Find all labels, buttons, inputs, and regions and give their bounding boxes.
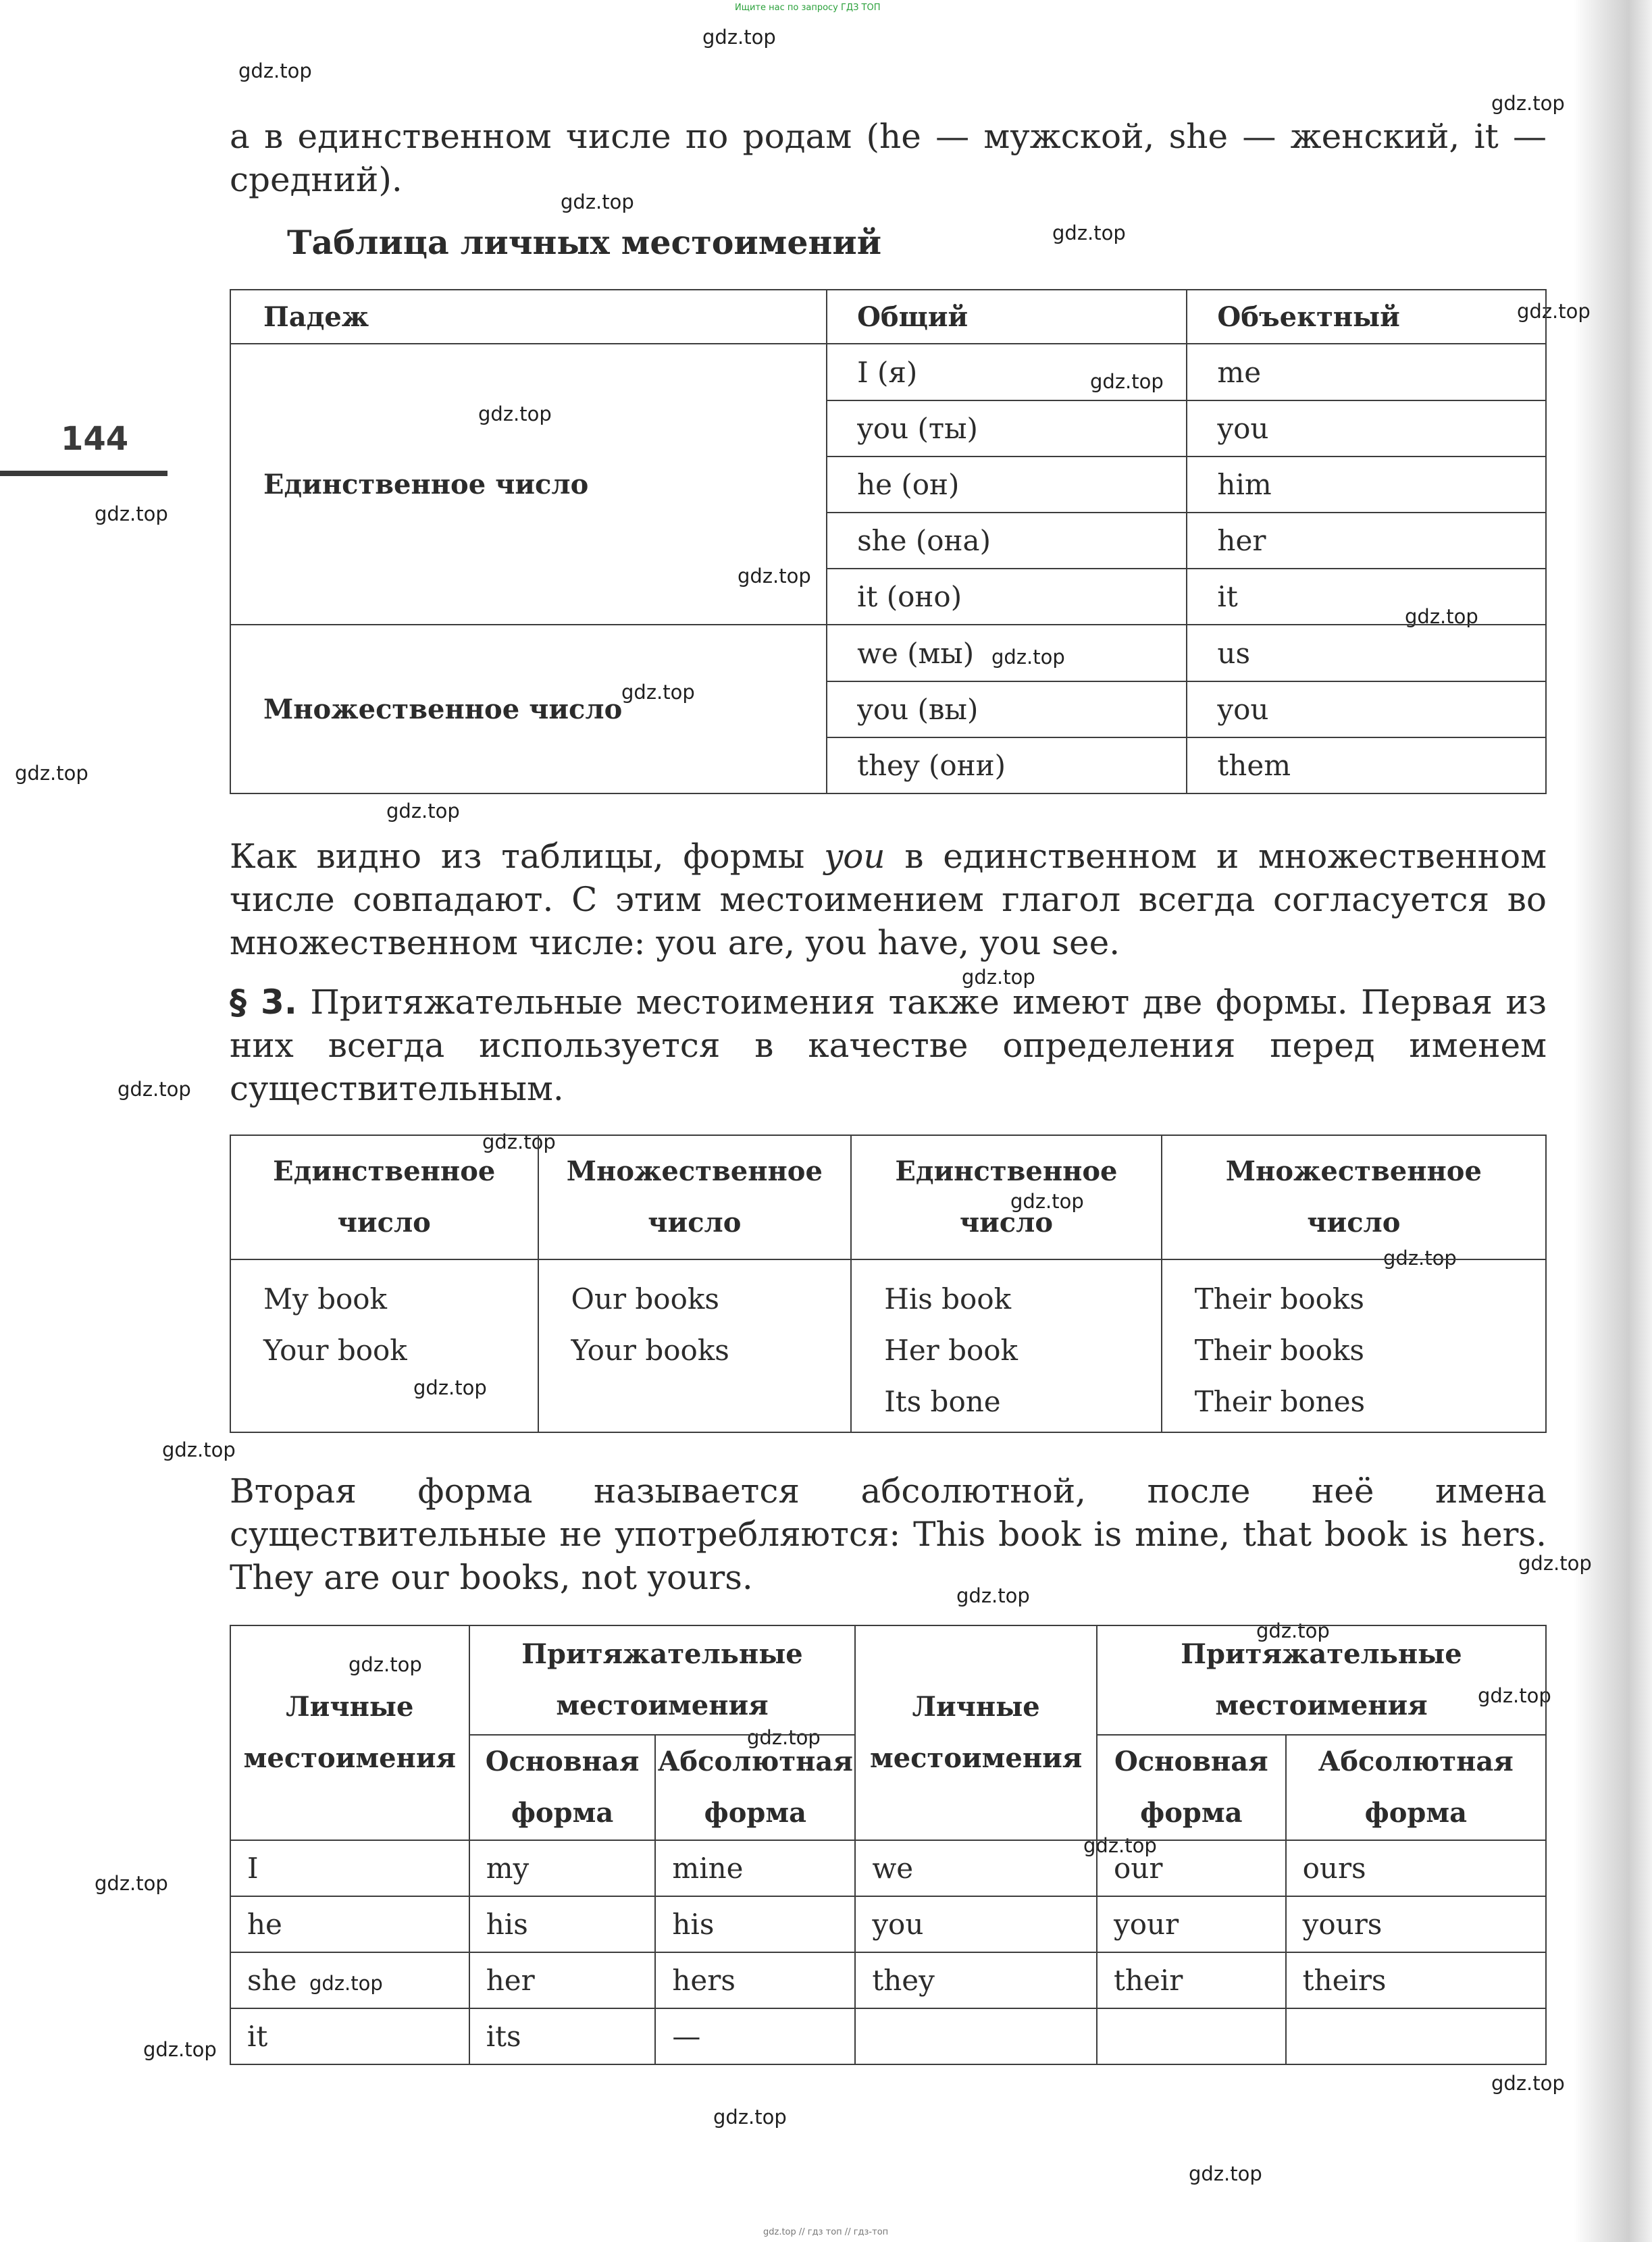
you-paragraph-emph: you: [824, 837, 885, 876]
watermark: gdz.top: [238, 59, 312, 82]
you-paragraph-after: в единственном и множественном числе совпадают. С этим местоимением глагол всегда согласуется во множественном числе: you are, you have, you see.: [230, 837, 1547, 962]
you-paragraph: [230, 835, 1547, 964]
watermark: gdz.top: [1189, 2162, 1262, 2185]
table3-possessive-header: Притяжательные местоимения: [1097, 1625, 1546, 1735]
table2-header-singular: Единственное число: [230, 1135, 538, 1259]
page-spine-shadow: [1574, 0, 1652, 2242]
section-number: § 3.: [230, 983, 297, 1022]
intro-paragraph: а в единственном числе по родам (he — мужской, she — женский, it — средний).: [230, 117, 1547, 199]
watermark: gdz.top: [621, 681, 695, 704]
table3-cell: their: [1097, 1952, 1286, 2008]
watermark: gdz.top: [118, 1078, 191, 1101]
table3-cell: [855, 2008, 1097, 2064]
watermark: gdz.top: [413, 1376, 487, 1399]
watermark: gdz.top: [1010, 1190, 1084, 1213]
watermark: gdz.top: [1405, 605, 1478, 628]
table1-object-cell: them: [1187, 737, 1546, 793]
you-paragraph-before: Как видно из таблицы, формы: [230, 837, 825, 876]
section3-paragraph: [230, 981, 1547, 1110]
watermark: gdz.top: [956, 1584, 1030, 1607]
watermark: gdz.top: [1083, 1834, 1157, 1857]
table2-header-singular: Единственное число: [851, 1135, 1162, 1259]
table1-object-cell: him: [1187, 457, 1546, 513]
table1-plural-label: Множественное число: [230, 625, 827, 793]
watermark: gdz.top: [561, 190, 634, 213]
table3-absolute-header: Абсолютная форма: [655, 1735, 855, 1840]
watermark: gdz.top: [1090, 370, 1164, 393]
watermark: gdz.top: [1052, 221, 1126, 244]
table1-object-cell: it: [1187, 569, 1546, 625]
table3-cell: your: [1097, 1896, 1286, 1952]
personal-pronouns-table: [230, 289, 1547, 794]
watermark: gdz.top: [1491, 92, 1565, 115]
table3-cell: we: [855, 1840, 1097, 1896]
top-watermark: Ищите нас по запросу ГДЗ ТОП: [735, 3, 881, 13]
table3-possessive-header: Притяжательные местоимения: [469, 1625, 856, 1735]
watermark: gdz.top: [738, 565, 811, 588]
table3-cell: [1097, 2008, 1286, 2064]
table3-cell: his: [469, 1896, 656, 1952]
table3-cell: his: [655, 1896, 855, 1952]
watermark: gdz.top: [162, 1438, 236, 1461]
section3-text: Притяжательные местоимения также имеют две формы. Первая из них всегда используется в качестве определения перед именем существительным.: [230, 983, 1547, 1108]
watermark: gdz.top: [386, 800, 460, 823]
watermark: gdz.top: [95, 502, 168, 525]
table1-object-cell: you: [1187, 681, 1546, 737]
watermark: gdz.top: [1256, 1619, 1330, 1642]
table1-general-cell: you (ты): [827, 400, 1187, 457]
table3-basic-header: Основная форма: [1097, 1735, 1286, 1840]
possessive-forms-table: [230, 1135, 1547, 1433]
page-number: 144: [61, 420, 129, 458]
table1-general-cell: I (я): [827, 344, 1187, 400]
table2-header-plural: Множественное число: [1162, 1135, 1546, 1259]
table2-header-plural: Множественное число: [538, 1135, 852, 1259]
table3-cell: —: [655, 2008, 855, 2064]
table1-general-cell: you (вы): [827, 681, 1187, 737]
table3-cell: I: [230, 1840, 469, 1896]
table2-column-cell: My book Your book: [230, 1259, 538, 1432]
table3-cell: you: [855, 1896, 1097, 1952]
table1-general-cell: it (оно): [827, 569, 1187, 625]
watermark: gdz.top: [1491, 2072, 1565, 2095]
table3-cell: hers: [655, 1952, 855, 2008]
table3-basic-header: Основная форма: [469, 1735, 656, 1840]
table1-object-cell: you: [1187, 400, 1546, 457]
watermark: gdz.top: [143, 2038, 217, 2061]
watermark: gdz.top: [95, 1872, 168, 1895]
table3-cell: [1286, 2008, 1546, 2064]
watermark: gdz.top: [962, 966, 1035, 989]
table2-column-cell: Their books Their books Their bones: [1162, 1259, 1546, 1432]
table3-cell: my: [469, 1840, 656, 1896]
watermark: gdz.top: [713, 2106, 787, 2129]
watermark: gdz.top: [1478, 1684, 1551, 1707]
table3-cell: they: [855, 1952, 1097, 2008]
table1-general-cell: he (он): [827, 457, 1187, 513]
watermark: gdz.top: [478, 402, 552, 425]
table1-header-object: Объектный: [1187, 290, 1546, 344]
table3-absolute-header: Абсолютная форма: [1286, 1735, 1546, 1840]
absolute-forms-table: [230, 1625, 1547, 2065]
table3-cell: theirs: [1286, 1952, 1546, 2008]
table1-header-general: Общий: [827, 290, 1187, 344]
watermark: gdz.top: [747, 1726, 821, 1749]
table1-title: Таблица личных местоимений: [287, 223, 882, 262]
table1-singular-label: Единственное число: [230, 344, 827, 625]
table1-object-cell: us: [1187, 625, 1546, 681]
table3-cell: its: [469, 2008, 656, 2064]
table1-general-cell: she (она): [827, 513, 1187, 569]
watermark: gdz.top: [15, 762, 88, 785]
table3-cell: yours: [1286, 1896, 1546, 1952]
table2-column-cell: His book Her book Its bone: [851, 1259, 1162, 1432]
watermark: gdz.top: [482, 1130, 556, 1153]
table3-cell: our: [1097, 1840, 1286, 1896]
watermark: gdz.top: [1517, 300, 1591, 323]
table1-object-cell: me: [1187, 344, 1546, 400]
watermark: gdz.top: [349, 1653, 422, 1676]
table3-cell: she: [230, 1952, 469, 2008]
page-number-rule: [0, 471, 167, 476]
table3-personal-header: Личные местоимения: [230, 1625, 469, 1840]
table3-cell: it: [230, 2008, 469, 2064]
table1-header-case: Падеж: [230, 290, 827, 344]
table3-cell: her: [469, 1952, 656, 2008]
table3-cell: ours: [1286, 1840, 1546, 1896]
second-form-paragraph: Вторая форма называется абсолютной, после неё имена существительные не употребляются: This book is mine, that book is hers. They are our books, not yours.: [230, 1471, 1547, 1597]
table3-personal-header: Личные местоимения: [855, 1625, 1097, 1840]
bottom-watermark: gdz.top // гдз топ // гдз-топ: [763, 2227, 889, 2237]
table1-general-cell: they (они): [827, 737, 1187, 793]
table1-object-cell: her: [1187, 513, 1546, 569]
watermark: gdz.top: [309, 1972, 383, 1995]
watermark: gdz.top: [1383, 1247, 1457, 1270]
table3-cell: he: [230, 1896, 469, 1952]
table2-column-cell: Our books Your books: [538, 1259, 852, 1432]
watermark: gdz.top: [702, 26, 776, 49]
watermark: gdz.top: [1518, 1552, 1592, 1575]
table1-general-cell: we (мы): [827, 625, 1187, 681]
table3-cell: mine: [655, 1840, 855, 1896]
watermark: gdz.top: [991, 646, 1065, 669]
